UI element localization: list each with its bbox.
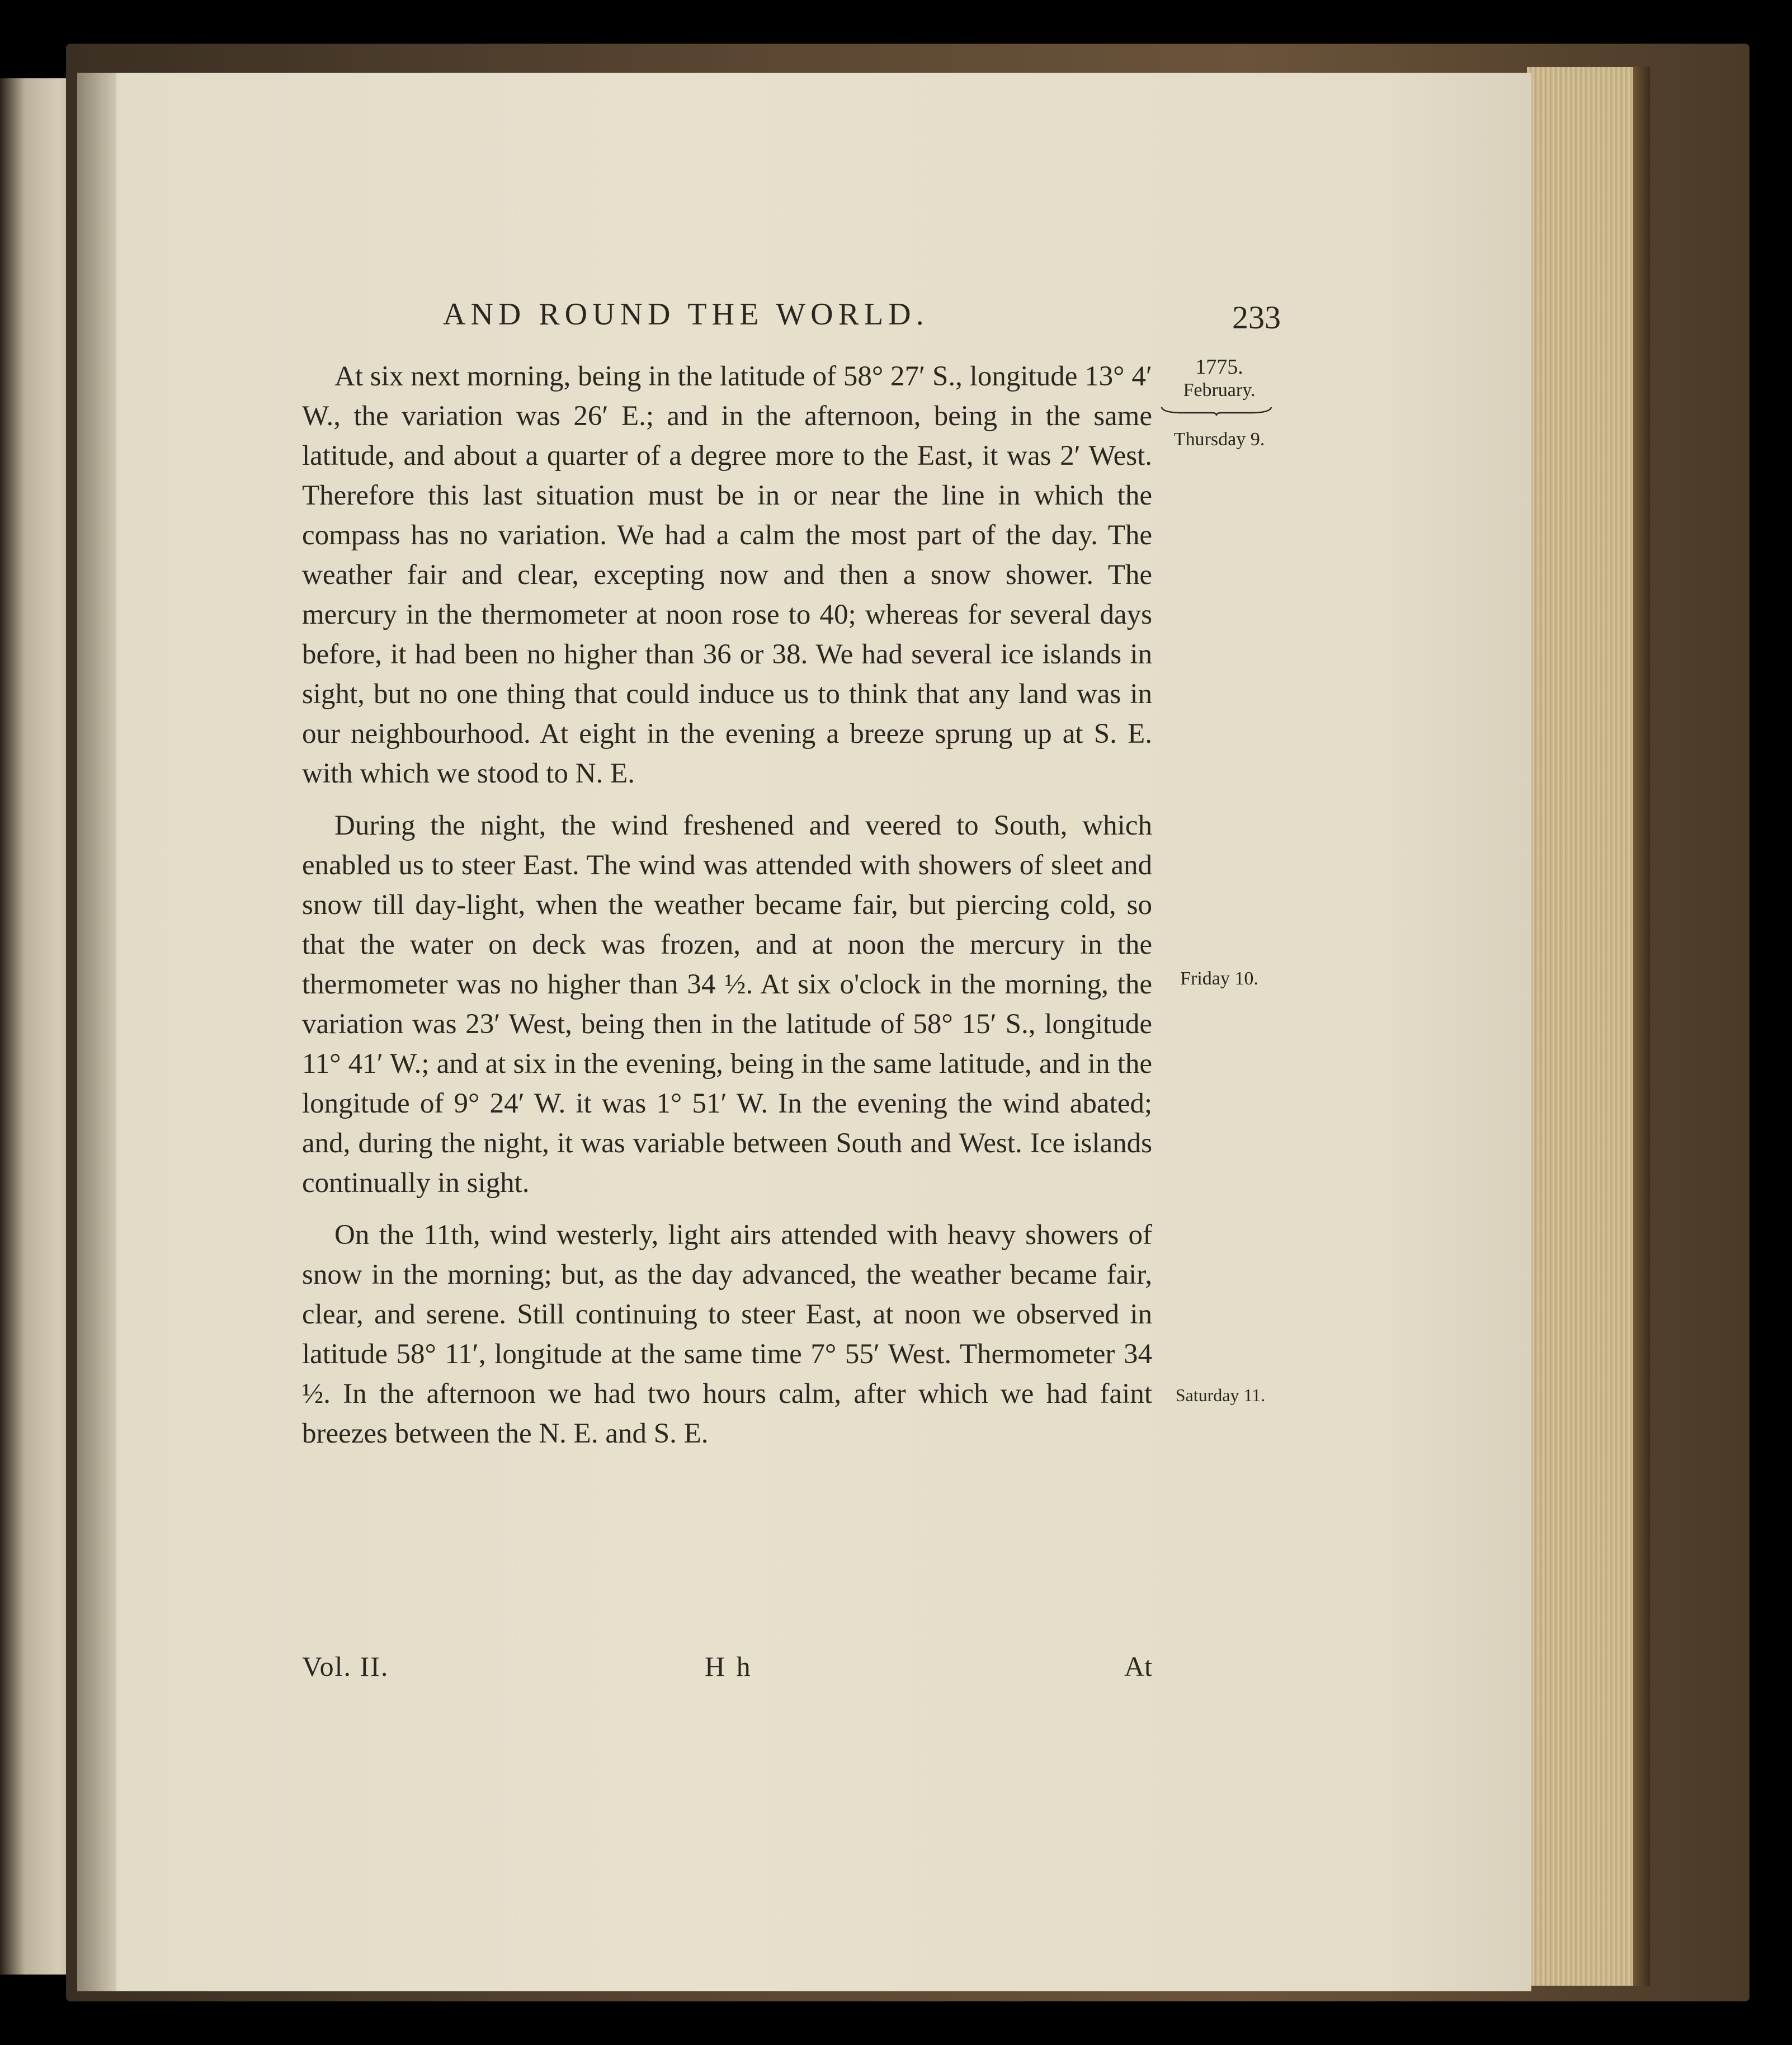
page-footer bbox=[302, 1650, 1152, 1689]
margin-note-month: February. bbox=[1183, 380, 1256, 400]
margin-note-thursday: Thursday 9. bbox=[1173, 429, 1265, 450]
paragraph-3: On the 11th, wind westerly, light airs attended with heavy showers of snow in the morning; but, as the day advanced, the weather became fair, clear, and serene. Still continuing to steer East, at noon we observed in latitude 58° 11′, longitude at the same time 7° 55′ West. Thermometer 34 ½. In the afternoon we had two hours calm, after which we had faint breezes between the N. E. and S. E. bbox=[302, 1219, 1152, 1449]
margin-note-friday: Friday 10. bbox=[1180, 968, 1258, 989]
margin-note-saturday: Saturday 11. bbox=[1175, 1385, 1266, 1405]
margin-brace bbox=[1161, 406, 1272, 416]
paragraph-1: At six next morning, being in the latitude of 58° 27′ S., longitude 13° 4′ W., the variation was 26′ E.; and in the afternoon, being in the same latitude, and about a quarter of a degree more to the East, it was 2′ West. Therefore this last situation must be in or near the line in which the compass has no variation. We had a calm the most part of the day. The weather fair and clear, excepting now and then a snow shower. The mercury in the thermometer at noon rose to 40; whereas for several days before, it had been no higher than 36 or 38. We had several ice islands in sight, but no one thing that could induce us to think that any land was in our neighbourhood. At eight in the evening a breeze sprung up at S. E. with which we stood to N. E. bbox=[302, 361, 1152, 789]
page-number: 233 bbox=[1232, 299, 1281, 336]
paragraph-2: During the night, the wind freshened and veered to South, which enabled us to steer East. The wind was attended with showers of sleet and snow till day-light, when the weather became fair, but piercing cold, so that the water on deck was frozen, and at noon the mercury in the thermometer was no higher than 34 ½. At six o'clock in the morning, the variation was 23′ West, being then in the latitude of 58° 15′ S., longitude 11° 41′ W.; and at six in the evening, being in the same latitude, and in the longitude of 9° 24′ W. it was 1° 51′ W. In the evening the wind abated; and, during the night, it was variable between South and West. Ice islands continually in sight. bbox=[302, 810, 1152, 1199]
running-title: AND ROUND THE WORLD. bbox=[443, 297, 929, 332]
volume-label: Vol. II. bbox=[302, 1651, 389, 1682]
body-text bbox=[302, 357, 1152, 1466]
cover-edge bbox=[1633, 67, 1650, 1986]
catchword: At bbox=[1124, 1651, 1152, 1682]
gutter-shadow bbox=[77, 73, 116, 1991]
signature-mark: H h bbox=[705, 1651, 753, 1682]
page-edges bbox=[1527, 67, 1633, 1986]
running-head bbox=[302, 296, 1281, 336]
margin-note-year: 1775. bbox=[1195, 355, 1243, 379]
